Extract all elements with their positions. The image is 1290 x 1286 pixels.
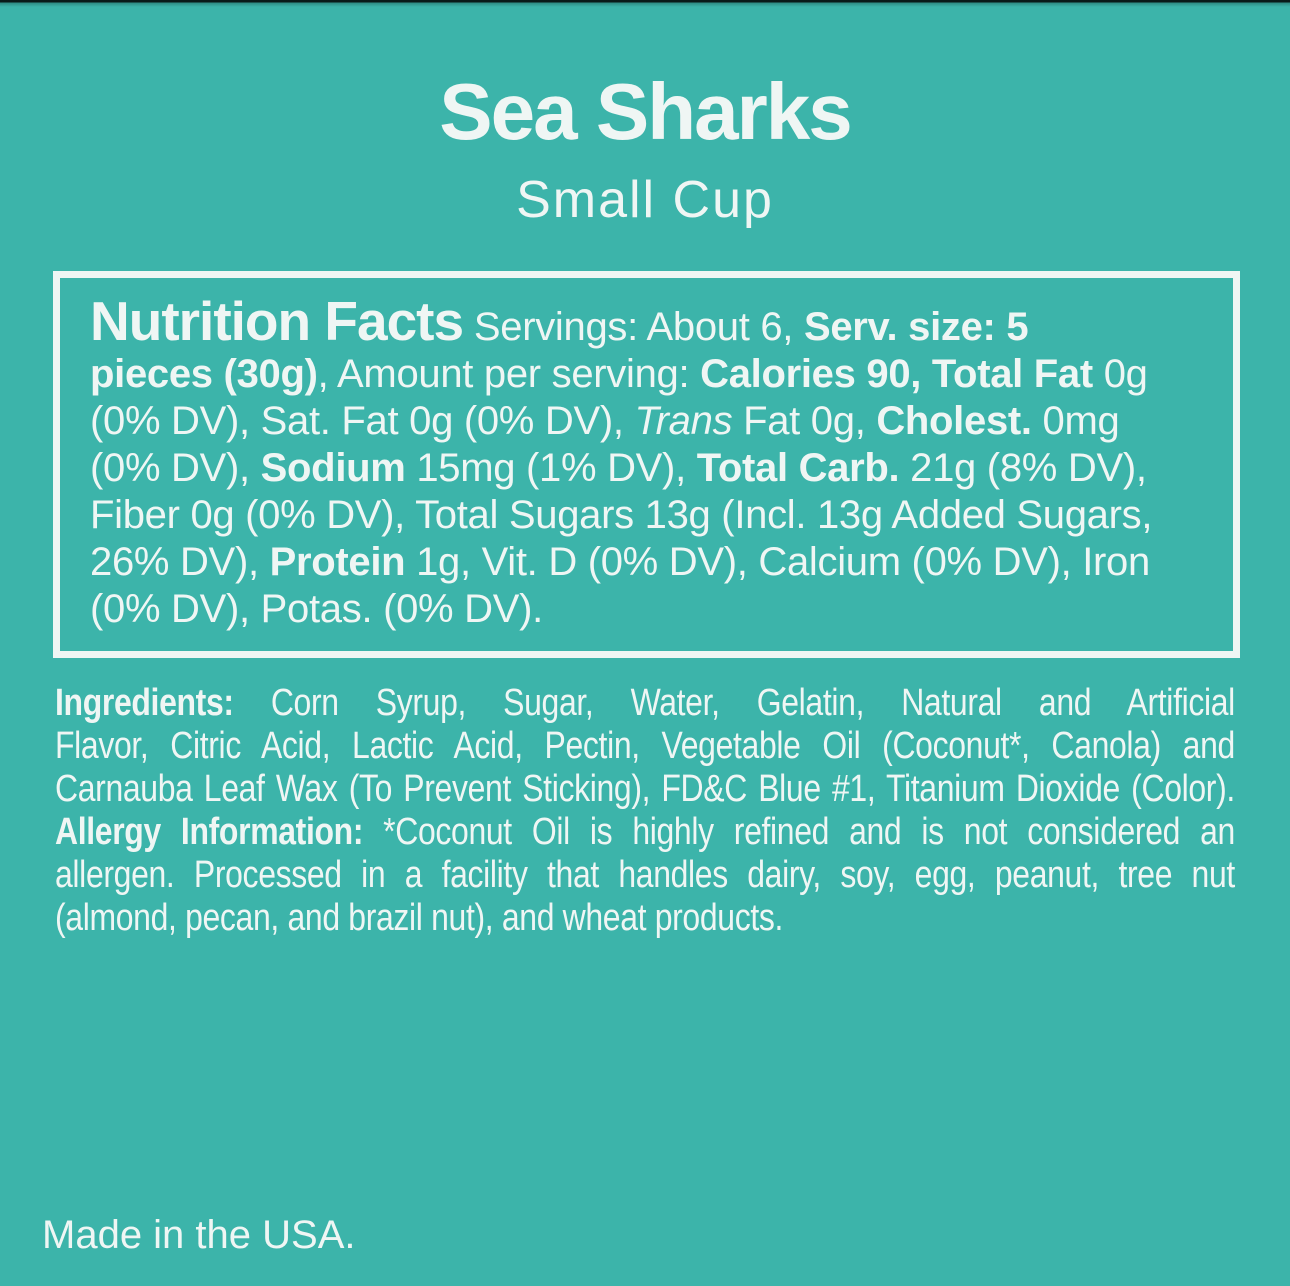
allergy-information-text: allergen. Processed in a facility that handles dairy, soy, egg, peanut, tree nut xyxy=(55,854,1235,896)
total-fat-value: 0g xyxy=(1092,352,1148,396)
ingredients-line xyxy=(55,682,1235,725)
amount-per-serving-text: , Amount per serving: xyxy=(317,352,701,396)
ingredients-list-text: Corn Syrup, Sugar, Water, Gelatin, Natural and Artificial xyxy=(233,682,1235,724)
total-carb-value: 21g (8% DV), xyxy=(899,446,1147,490)
trans-fat-value: Fat 0g, xyxy=(732,399,877,443)
allergy-information-text: *Coconut Oil is highly refined and is not considered an xyxy=(363,811,1235,853)
ingredients-line xyxy=(55,725,1235,768)
allergy-line xyxy=(55,854,1235,897)
sat-fat-text: (0% DV), Sat. Fat 0g (0% DV), xyxy=(90,399,635,443)
top-edge-shadow xyxy=(0,0,1290,7)
product-subtitle: Small Cup xyxy=(516,171,774,229)
nutrition-line xyxy=(90,445,1217,492)
nutrition-line xyxy=(90,398,1217,445)
ingredients-list-text: Carnauba Leaf Wax (To Prevent Sticking), FD&C Blue #1, Titanium Dioxide (Color). xyxy=(55,768,1235,810)
nutrition-line xyxy=(90,539,1217,586)
allergy-information-label: Allergy Information: xyxy=(55,811,364,853)
nutrition-line xyxy=(90,492,1217,539)
nutrition-facts-heading: Nutrition Facts xyxy=(90,290,464,352)
ingredients-label: Ingredients: xyxy=(55,682,234,724)
trans-fat-label: Trans xyxy=(634,399,733,443)
sodium-label: Sodium xyxy=(260,446,406,490)
cholesterol-dv-text: (0% DV), xyxy=(90,446,261,490)
made-in-usa-text: Made in the USA. xyxy=(42,1213,356,1257)
servings-text: Servings: About 6, xyxy=(463,305,804,349)
nutrition-line xyxy=(90,351,1217,398)
fiber-sugars-text: Fiber 0g (0% DV), Total Sugars 13g (Incl. 13g Added Sugars, xyxy=(90,493,1153,537)
nutrition-facts-box xyxy=(53,271,1240,658)
added-sugars-dv-text: 26% DV), xyxy=(90,540,270,584)
product-title: Sea Sharks xyxy=(439,67,851,156)
ingredients-section xyxy=(55,682,1235,940)
nutrition-line xyxy=(90,290,1217,352)
protein-vitamins-text: 1g, Vit. D (0% DV), Calcium (0% DV), Iron xyxy=(405,540,1150,584)
potassium-text: (0% DV), Potas. (0% DV). xyxy=(90,587,543,631)
serving-size-pieces-text: pieces (30g) xyxy=(90,352,318,396)
total-carb-label: Total Carb. xyxy=(696,446,900,490)
calories-total-fat-text: Calories 90, Total Fat xyxy=(700,352,1093,396)
cholesterol-label: Cholest. xyxy=(876,399,1032,443)
ingredients-text-block xyxy=(55,682,1235,940)
cholesterol-value: 0mg xyxy=(1031,399,1120,443)
ingredients-list-text: Flavor, Citric Acid, Lactic Acid, Pectin, Vegetable Oil (Coconut*, Canola) and xyxy=(55,725,1235,767)
nutrition-line xyxy=(90,586,1217,633)
allergy-information-text: (almond, pecan, and brazil nut), and wheat products. xyxy=(55,897,784,939)
sodium-value: 15mg (1% DV), xyxy=(405,446,697,490)
ingredients-line xyxy=(55,768,1235,811)
allergy-line xyxy=(55,897,1235,940)
allergy-line xyxy=(55,811,1235,854)
protein-label: Protein xyxy=(269,540,406,584)
serving-size-text: Serv. size: 5 xyxy=(803,305,1029,349)
